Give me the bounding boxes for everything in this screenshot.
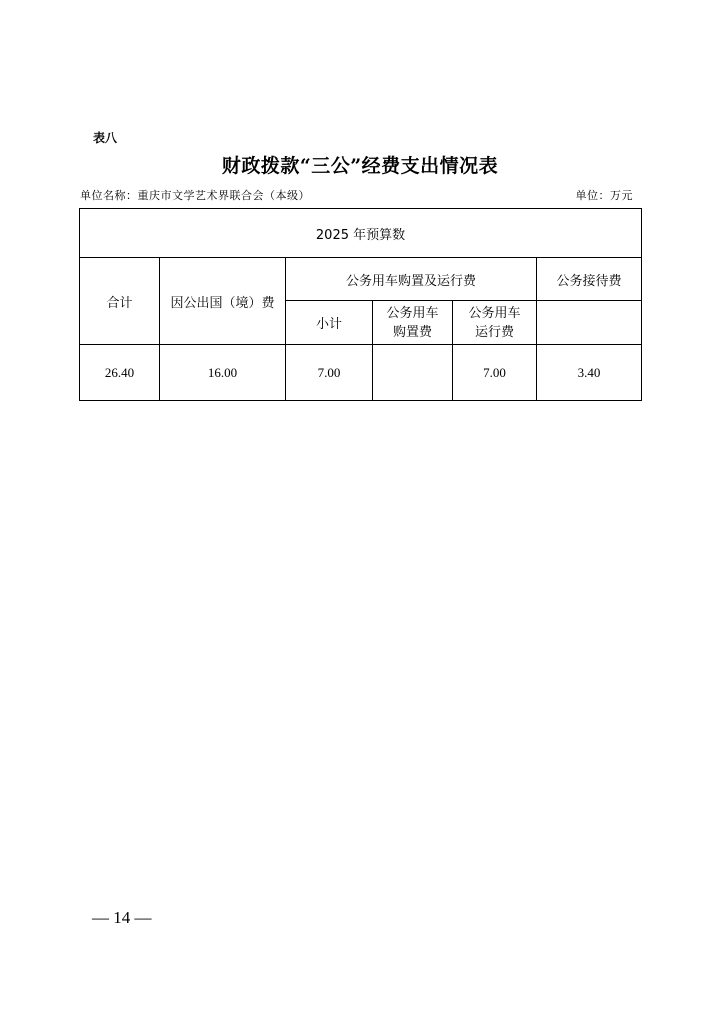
table-label: 表八	[93, 131, 118, 145]
value-abroad: 16.00	[160, 345, 286, 401]
value-reception: 3.40	[537, 345, 642, 401]
value-subtotal: 7.00	[286, 345, 373, 401]
expenditure-table	[79, 208, 642, 401]
header-reception-blank	[537, 301, 642, 345]
vehicle-operation-label: 公务用车运行费	[468, 305, 521, 340]
table-row	[80, 345, 642, 401]
value-vehicle-operation: 7.00	[453, 345, 537, 401]
header-total: 合计	[80, 258, 160, 345]
year-header-cell: 2025 年预算数	[80, 209, 642, 258]
unit-name: 单位名称：重庆市文学艺术界联合会（本级）	[80, 189, 310, 202]
header-reception: 公务接待费	[537, 258, 642, 301]
page-number: — 14 —	[92, 908, 152, 927]
header-vehicle: 公务用车购置及运行费	[286, 258, 537, 301]
vehicle-purchase-label: 公务用车购置费	[386, 305, 439, 340]
unit-label: 单位：万元	[575, 189, 633, 202]
page-title: 财政拨款“三公”经费支出情况表	[221, 155, 499, 177]
header-vehicle-purchase	[373, 301, 453, 345]
header-subtotal: 小计	[286, 301, 373, 345]
value-vehicle-purchase	[373, 345, 453, 401]
header-vehicle-operation	[453, 301, 537, 345]
header-abroad: 因公出国（境）费	[160, 258, 286, 345]
value-total: 26.40	[80, 345, 160, 401]
